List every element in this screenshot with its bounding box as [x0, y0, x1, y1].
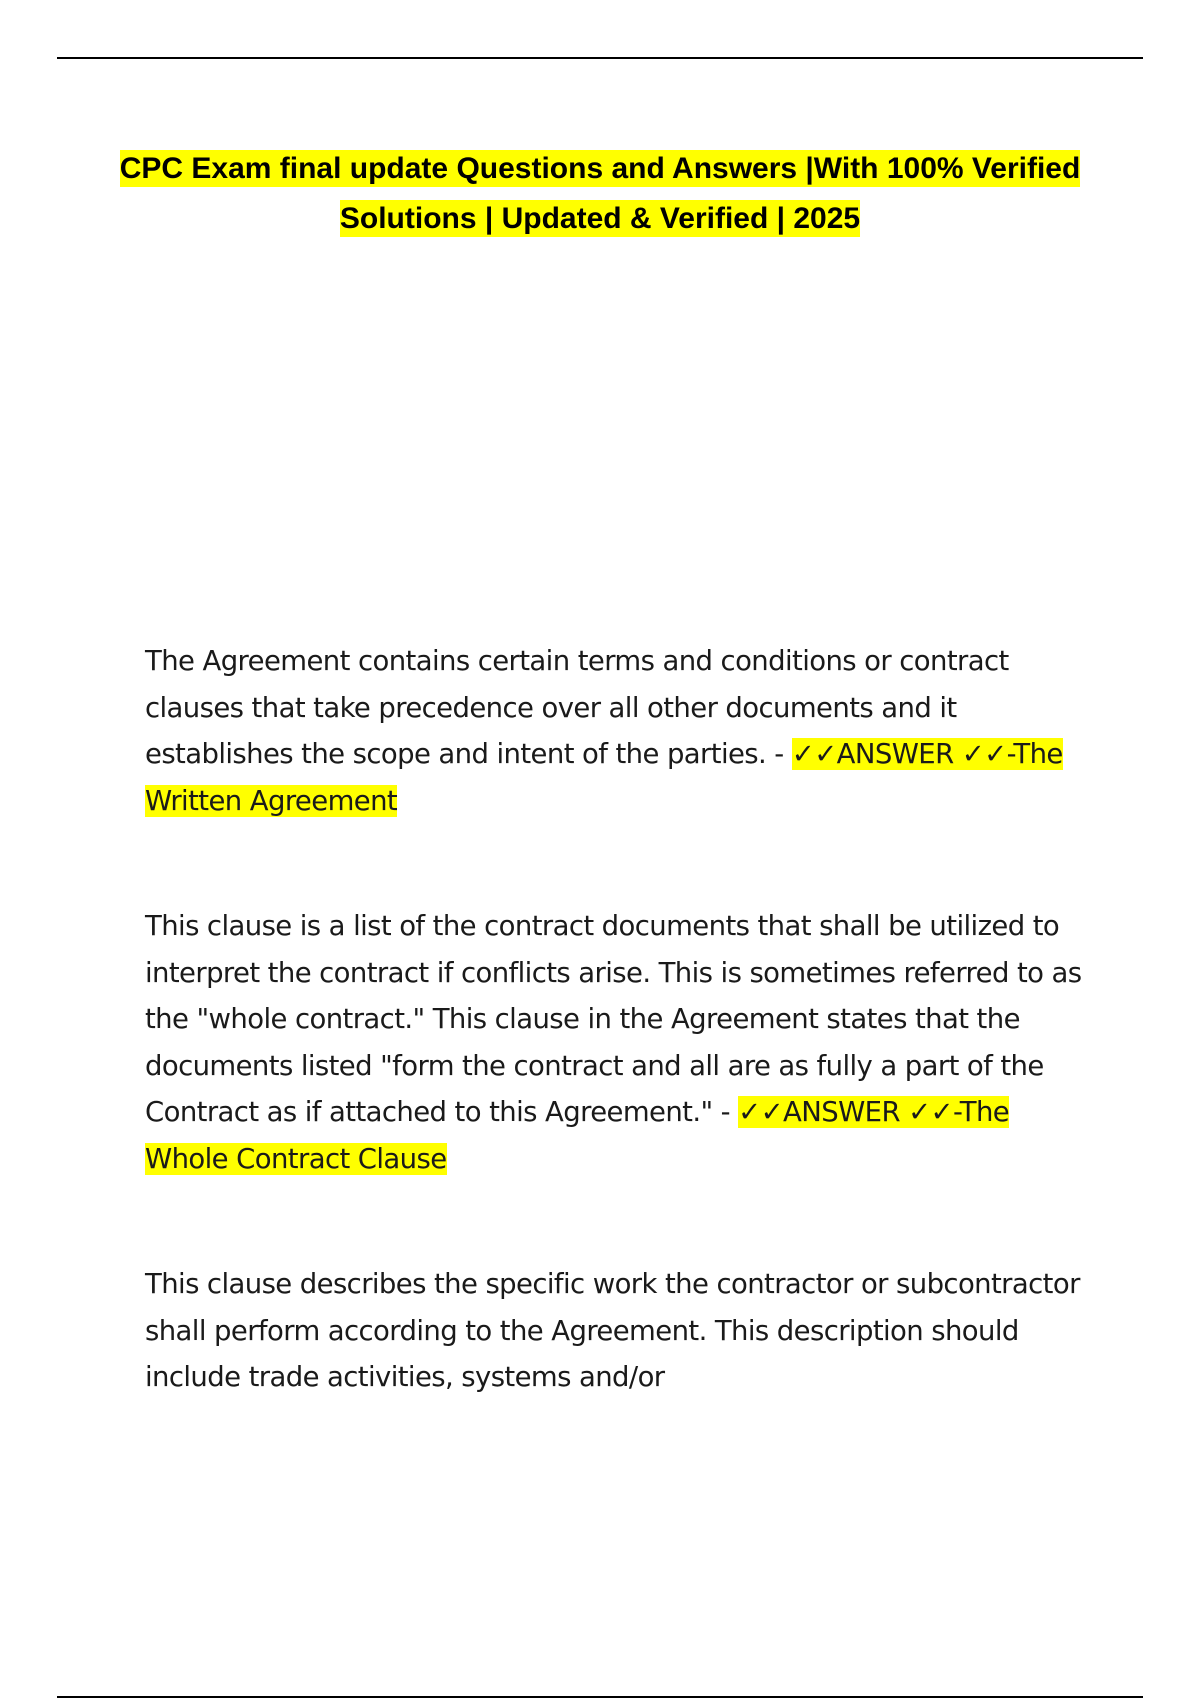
question-text: This clause describes the specific work the contractor or subcontractor shall perform according to the Agreement. This description should include trade activities, systems and/or: [145, 1268, 1080, 1393]
document-title-text: CPC Exam final update Questions and Answers |With 100% Verified Solutions | Updated & Verified | 2025: [119, 152, 1081, 235]
answer-text: ✓✓ANSWER ✓✓-The Written Agreement: [145, 738, 1063, 817]
bottom-rule: [57, 1696, 1143, 1698]
qa-item-1: [145, 638, 1090, 824]
qa-item-2: [145, 903, 1090, 1182]
qa-item-3: [145, 1261, 1090, 1401]
document-title: [100, 144, 1100, 244]
answer-text: ✓✓ANSWER ✓✓-The Whole Contract Clause: [145, 1096, 1010, 1175]
top-rule: [57, 57, 1143, 59]
question-text: The Agreement contains certain terms and conditions or contract clauses that take precedence over all other documents and it establishes the scope and intent of the parties. -: [145, 645, 1009, 770]
question-text: This clause is a list of the contract documents that shall be utilized to interpret the contract if conflicts arise. This is sometimes referred to as the "whole contract." This clause in the Agreement states that the documents listed "form the contract and all are as fully a part of the Contract as if attached to this Agreement." -: [145, 910, 1082, 1128]
